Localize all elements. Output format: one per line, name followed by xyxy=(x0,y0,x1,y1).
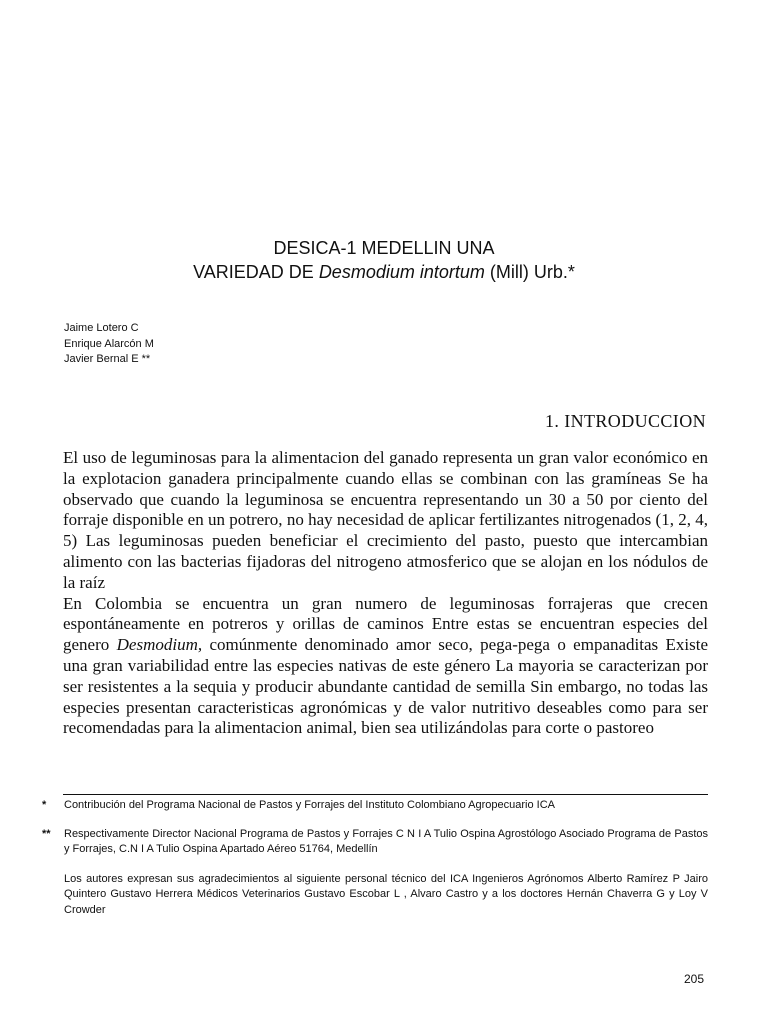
author-list xyxy=(64,321,154,368)
author-1: Jaime Lotero C xyxy=(64,322,139,334)
section-heading: 1. INTRODUCCION xyxy=(545,411,706,431)
paragraph-2 xyxy=(63,594,708,740)
body-text xyxy=(63,448,708,739)
paper-title xyxy=(0,236,768,284)
acknowledgements xyxy=(42,872,708,919)
footnote-1-text: Contribución del Programa Nacional de Pastos y Forrajes del Instituto Colombiano Agropecuario ICA xyxy=(64,799,555,811)
author-3: Javier Bernal E ** xyxy=(64,353,151,365)
footnote-divider xyxy=(63,794,708,795)
footnote-2-mark: ** xyxy=(42,827,51,840)
paragraph-1-text: El uso de leguminosas para la alimentacion del ganado representa un gran valor económico en la explotacion ganadera principalmente cuando ellas se combinan con las gramíneas Se ha observado que cuando la leguminosa se encuentra representando un 30 a 50 por ciento del forraje disponible en un potrero, no hay necesidad de aplicar fertilizantes nitrogenados (1, 2, 4, 5) Las leguminosas pueden beneficiar el crecimiento del pasto, puesto que intercambian alimento con las bacterias fijadoras del nitrogeno atmosferico que se alojan en los nódulos de la raíz xyxy=(63,448,708,592)
acknowledgements-text: Los autores expresan sus agradecimientos al siguiente personal técnico del ICA Ingenieros Agrónomos Alberto Ramírez P Jairo Quintero Gustavo Herrera Médicos Veterinarios Gustavo Escobar L , Alvaro Castro y a los doctores Hernán Chaverra G y Loy V Crowder xyxy=(64,872,708,916)
title-line-2-suffix: (Mill) Urb.* xyxy=(484,262,575,282)
title-line-2-prefix: VARIEDAD DE xyxy=(193,262,319,282)
paragraph-2-text-a: En Colombia se encuentra un gran numero de leguminosas forrajeras que crecen espontáneamente en potreros y orillas de caminos Entre estas se encuentran especies del genero xyxy=(63,593,708,655)
title-line-2 xyxy=(0,260,768,284)
footnote-2 xyxy=(42,827,708,858)
page-number: 205 xyxy=(683,972,704,986)
footnote-1 xyxy=(42,798,708,814)
footnotes xyxy=(42,798,708,918)
paragraph-2-text-b: comúnmente denominado amor seco, pega-pega o empanaditas Existe una gran variabilidad entre las especies nativas de este género La mayoria se caracterizan por ser resistentes a la sequia y producir abundante cantidad de semilla Sin embargo, no todas las especies presentan caracteristicas agronómicas y de valor nutritivo deseables como para ser recomendadas para la alimentacion animal, bien sea utilizándolas para corte o pastoreo xyxy=(63,635,708,738)
paragraph-1 xyxy=(63,448,708,594)
author-2: Enrique Alarcón M xyxy=(64,337,154,350)
footnote-1-mark: * xyxy=(42,799,47,811)
footnote-2-text: Respectivamente Director Nacional Programa de Pastos y Forrajes C N I A Tulio Ospina Agrostólogo Asociado Programa de Pastos y Forrajes, C.N I A Tulio Ospina Apartado Aéreo 51764, Medellín xyxy=(64,827,708,855)
title-line-1: DESICA-1 MEDELLIN UNA xyxy=(273,238,495,258)
title-species-name: Desmodium intortum xyxy=(318,262,485,282)
genus-name: Desmodium, xyxy=(116,635,203,655)
